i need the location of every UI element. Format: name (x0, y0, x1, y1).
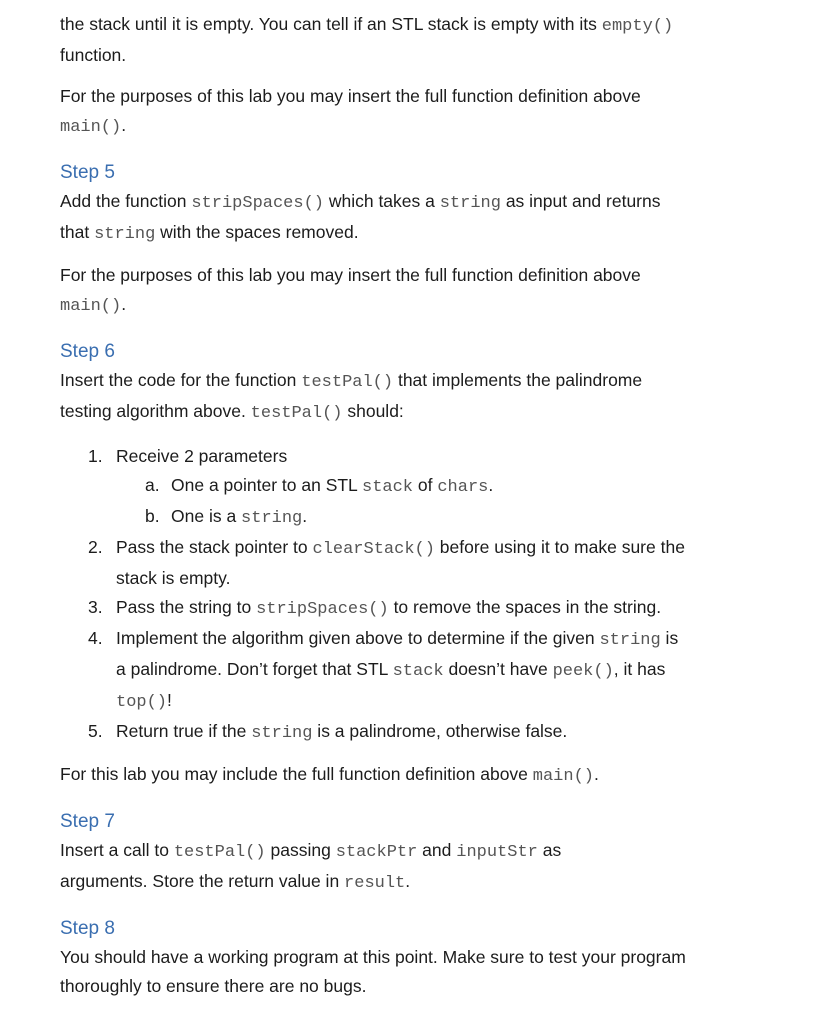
step-8-heading: Step 8 (60, 918, 115, 939)
code-string: string (94, 225, 156, 244)
step-7-line-2: arguments. Store the return value in result. (60, 871, 411, 893)
intro-line-2: function. (60, 45, 127, 65)
step-5-para-2-line-2: main(). (60, 294, 127, 316)
intro-text: the stack until it is empty. You can tell if an STL stack is empty with its (60, 14, 602, 34)
step-8-line-2: thoroughly to ensure there are no bugs. (60, 976, 367, 996)
list-item-continuation: top()! (116, 690, 172, 712)
step-6-line-1: Insert the code for the function testPal() that implements the palindrome (60, 370, 643, 392)
intro-para-2-line-2: main(). (60, 115, 127, 137)
step-5-para-2-line-1: For the purposes of this lab you may insert the full function definition above (60, 265, 641, 285)
code-main: main() (60, 297, 122, 316)
intro-line-1 (60, 10, 790, 41)
code-stripspaces: stripSpaces() (191, 194, 324, 213)
step-8-line-1: You should have a working program at this point. Make sure to test your program (60, 947, 686, 967)
sub-list-item: b. One is a string. (145, 506, 308, 528)
list-item: 2. Pass the stack pointer to clearStack() before using it to make sure the (88, 537, 685, 559)
list-item: 3. Pass the string to stripSpaces() to remove the spaces in the string. (88, 597, 662, 619)
intro-para-2-line-1: For the purposes of this lab you may insert the full function definition above (60, 86, 641, 106)
code-main: main() (60, 118, 122, 137)
document-page (60, 10, 790, 1001)
code-string: string (439, 194, 501, 213)
step-5-heading: Step 5 (60, 162, 115, 183)
numbered-list (60, 442, 790, 748)
step-6-heading: Step 6 (60, 341, 115, 362)
step-5-line-1: Add the function stripSpaces() which takes a string as input and returns (60, 191, 661, 213)
step-6-line-2: testing algorithm above. testPal() should: (60, 401, 404, 423)
list-item-continuation: stack is empty. (116, 568, 231, 588)
list-item-continuation: a palindrome. Don’t forget that STL stack doesn’t have peek(), it has (116, 659, 666, 681)
code-empty: empty() (601, 17, 674, 36)
code-testpal: testPal() (250, 404, 343, 423)
code-main: main() (532, 767, 594, 786)
step-5-line-2: that string with the spaces removed. (60, 222, 359, 244)
code-testpal: testPal() (301, 373, 394, 392)
list-item: 1. Receive 2 parameters (88, 446, 288, 466)
step-6-footer: For this lab you may include the full function definition above main(). (60, 764, 599, 786)
step-7-line-1: Insert a call to testPal() passing stackPtr and inputStr as (60, 840, 562, 862)
list-item: 5. Return true if the string is a palindrome, otherwise false. (88, 721, 568, 743)
list-item: 4. Implement the algorithm given above to determine if the given string is (88, 628, 679, 650)
sub-list-item: a. One a pointer to an STL stack of chars. (145, 475, 494, 497)
step-7-heading: Step 7 (60, 811, 115, 832)
